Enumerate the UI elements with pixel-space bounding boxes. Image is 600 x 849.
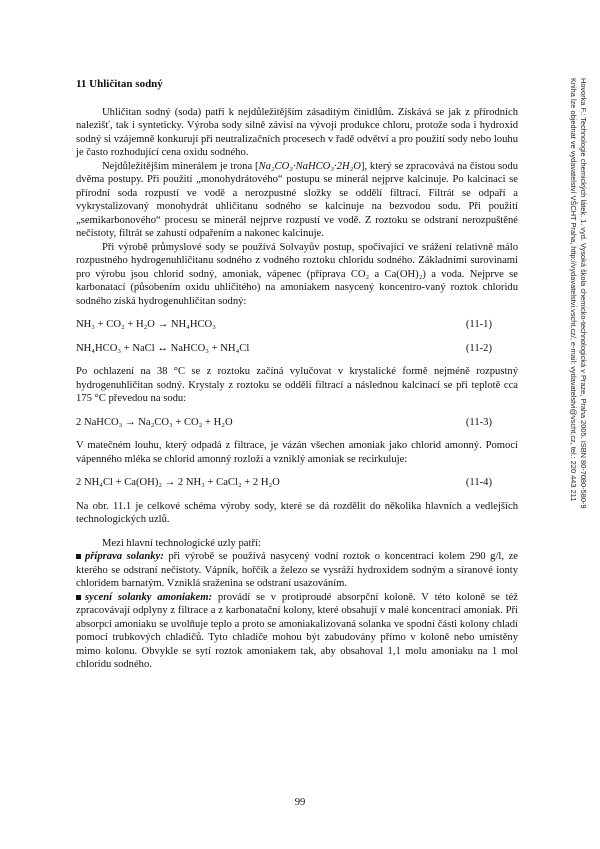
equation-text: NH₃ + CO₂ + H₂O → NH₄HCO₃ bbox=[76, 319, 216, 330]
bullet-text: provádí se v protiproudé absorpční koloně. V této koloně se též zpracovávají odplyny z filtrace a z karbonatační kolony, které obsahují v malé koncentraci amoniak. Při absorpci amoniaku se uvolňuje teplo a proto se amoniakalizovaná solanka ve spodní části kolony chladí pomocí trubkových chladičů. Tyto chladiče mohou být zabudovány přímo v koloně nebo umístěny mimo kolonu. Obvykle se sytí roztok amoniakem tak, aby obsahoval 1,1 molu amoniaku na 1 mol chloridu sodného. bbox=[76, 591, 518, 670]
paragraph-intro: Uhličitan sodný (soda) patří k nejdůležitějším zásaditým činidlům. Získává se jak z přírodních nalezišť, tak i synteticky. Výroba sody silně závisí na vývoji produkce chloru, protože soda i hydroxid sodný si vzájemně konkurují při neutralizačních procesech v řadě odvětví a pro použití sody nebo louhu je často rozhodující cena oxidu sodného. bbox=[76, 106, 518, 158]
equation-11-1 bbox=[76, 318, 518, 332]
bullet-lead: sycení solanky amoniakem: bbox=[85, 591, 213, 603]
page-body bbox=[76, 78, 518, 672]
paragraph-nodes-intro: Mezi hlavní technologické uzly patří: bbox=[102, 537, 261, 549]
equation-text: 2 NH₄Cl + Ca(OH)₂ → 2 NH₃ + CaCl₂ + 2 H₂O bbox=[76, 477, 280, 488]
equation-number: (11-1) bbox=[465, 319, 492, 330]
equation-number: (11-2) bbox=[465, 342, 492, 354]
bullet-square-icon bbox=[76, 595, 81, 600]
bullet-lead: příprava solanky: bbox=[85, 551, 164, 562]
equation-text: NH₄HCO₃ + NaCl ↔ NaHCO₃ + NH₄Cl bbox=[76, 342, 250, 354]
equation-11-4 bbox=[76, 476, 518, 490]
bullet-ammonia-saturation bbox=[76, 591, 518, 672]
equation-number: (11-3) bbox=[465, 416, 492, 428]
paragraph-mother-liquor: V matečném louhu, který odpadá z filtrace, je vázán všechen amoniak jako chlorid amonný. Pomocí vápenného mléka se chlorid amonný rozloží a vzniklý amoniak se recirkuluje: bbox=[76, 440, 518, 465]
bullet-brine-preparation bbox=[76, 550, 518, 591]
bullet-square-icon bbox=[76, 554, 81, 559]
chapter-heading: 11 Uhličitan sodný bbox=[76, 78, 163, 90]
paragraph-solvay: Při výrobě průmyslové sody se používá Solvayův postup, spočívající ve srážení relativně málo rozpustného hydrogenuhličitanu sodného z vodného roztoku chloridu sodného. Základními surovinami pro výrobu jsou chlorid sodný, amoniak, vápenec (příprava CO₂ a Ca(OH)₂) a voda. Nejprve se karbonatací (působením oxidu uhličitého) na amoniakem nasycený koncentro-vaný roztok chloridu sodného získá hydrogenuhličitan sodný: bbox=[76, 241, 518, 307]
page-number: 99 bbox=[294, 797, 306, 808]
equation-number: (11-4) bbox=[465, 477, 492, 488]
equation-text: 2 NaHCO₃ → Na₂CO₃ + CO₂ + H₂O bbox=[76, 416, 233, 428]
bullet-text: při výrobě se používá nasycený vodní roztok o koncentraci kolem 290 g/l, ze kterého se odstraní nečistoty. Vápník, hořčík a železo se vysráží hydroxidem sodným a síranové ionty chloridem barnatým. Vzniklá sraženina se odstraní usazováním. bbox=[76, 551, 518, 589]
sidebar-line-1: Hovorka F.: Technologie chemických látek. 1. vyd. Vysoká škola chemicko-technologická v Praze, Praha 2005. ISBN 80-7080-580-9 bbox=[579, 78, 588, 509]
sidebar-line-2: Kniha lze objednat ve vydavatelství VŠCHT Praha, http://vydavatelstvi.vscht.cz/, e-mail: vydavatelstvi@vscht.cz, tel.: 220 443 211 bbox=[569, 78, 578, 502]
equation-11-2 bbox=[76, 342, 518, 356]
paragraph-scheme: Na obr. 11.1 je celkové schéma výroby sody, které se dá rozdělit do několika hlavních a vedlejších technologických uzlů. bbox=[76, 500, 518, 525]
paragraph-cooling: Po ochlazení na 38 °C se z roztoku začíná vylučovat v krystalické formě nejméně rozpustný hydrogenuhličitan sodný. Krystaly z roztoku se oddělí filtrací a následnou kalcinací se při teplotě cca 175 °C převedou na sodu: bbox=[76, 366, 518, 404]
sidebar-citation bbox=[568, 78, 588, 678]
paragraph-trona-b: ], který se zpracovává na čistou sodu dvěma postupy. Při použití „monohydrátového“ postupu se minerál nejprve kalcinuje. Po kalcinaci se přírodní soda rozpustí ve vodě a nerozpustné složky se oddělí filtrací. Filtrát se odpaří a vykrystalizovaný monohydrát uhličitanu sodného se kalcinuje na bezvodou sodu. Při použití „semikarbonového“ procesu se minerál nejprve rozpustí ve vodě. Z roztoku se odstraní nerozpuštěné nečistoty, filtrát se zahustí odpařením a nakonec kalcinuje. bbox=[76, 160, 519, 239]
trona-formula: Na₂CO₃·NaHCO₃·2H₂O bbox=[258, 160, 361, 172]
equation-11-3 bbox=[76, 416, 518, 430]
paragraph-trona bbox=[76, 160, 518, 241]
paragraph-trona-a: Nejdůležitějším minerálem je trona [ bbox=[102, 160, 259, 172]
